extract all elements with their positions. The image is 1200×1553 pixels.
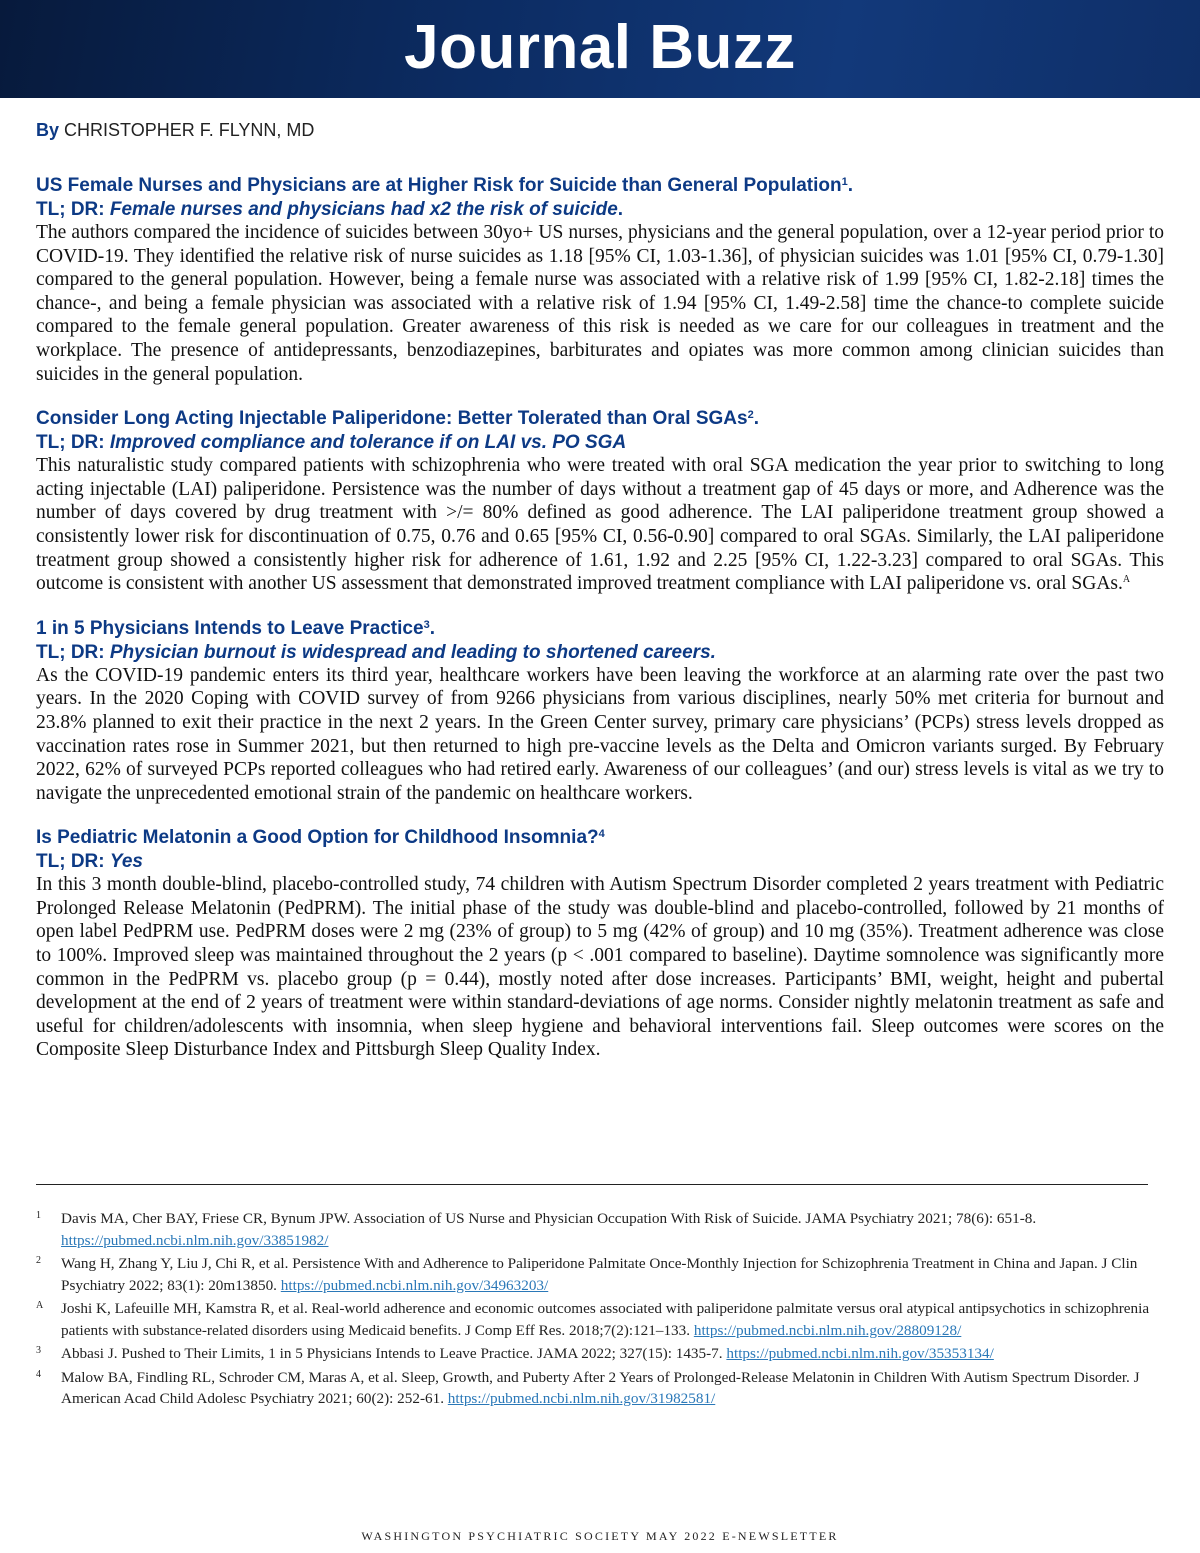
reference-link[interactable]: https://pubmed.ncbi.nlm.nih.gov/34963203/ xyxy=(280,1276,549,1294)
reference-item xyxy=(36,1343,1156,1365)
reference-marker[interactable]: 3 xyxy=(423,618,430,631)
article xyxy=(36,407,1164,596)
reference-item xyxy=(36,1367,1156,1410)
footnote-divider xyxy=(36,1184,1148,1185)
article-tldr: TL; DR: Improved compliance and tolerance if on LAI vs. PO SGA xyxy=(36,432,627,454)
reference-marker: 2 xyxy=(36,1255,41,1266)
reference-marker[interactable]: 1 xyxy=(841,176,848,188)
author-name: CHRISTOPHER F. FLYNN, MD xyxy=(64,120,315,140)
reference-marker[interactable]: A xyxy=(1122,574,1131,586)
reference-item xyxy=(36,1253,1156,1296)
article-body: In this 3 month double-blind, placebo-controlled study, 74 children with Autism Spectrum Disorder completed 2 years treatment with Pediatric Prolonged Release Melatonin (PedPRM). The initial phase of the study was double-blind and placebo-controlled, followed by 21 months of open label PedPRM use. PedPRM doses were 2 mg (23% of group) to 5 mg (42% of group) and 10 mg (35%). Treatment adherence was close to 100%. Improved sleep was maintained throughout the 2 years (p < .001 compared to baseline). Daytime somnolence was significantly more common in the PedPRM vs. placebo group (p = 0.44), mostly noted after dose increases. Participants’ BMI, weight, height and pubertal development at the end of 2 years of treatment were within standard-deviations of age norms. Consider nightly melatonin treatment as safe and useful for children/adolescents with insomnia, when sleep hygiene and behavioral interventions fail. Sleep outcomes were scores on the Composite Sleep Disturbance Index and Pittsburgh Sleep Quality Index. xyxy=(36,874,1164,1061)
header-banner xyxy=(0,0,1200,98)
reference-marker: A xyxy=(36,1300,44,1311)
reference-link[interactable]: https://pubmed.ncbi.nlm.nih.gov/35353134/ xyxy=(726,1345,994,1362)
reference-marker[interactable]: 2 xyxy=(747,409,754,422)
reference-text: Wang H, Zhang Y, Liu J, Chi R, et al. Persistence With and Adherence to Paliperidone Palmitate Once-Monthly Injection for Schizophrenia Treatment in China and Japan. J Clin Psychiatry 2022; 83(1): 20m13850. xyxy=(61,1255,1138,1294)
reference-item xyxy=(36,1298,1156,1341)
article xyxy=(36,174,1164,386)
article xyxy=(36,826,1164,1062)
article-body: This naturalistic study compared patients with schizophrenia who were treated with oral SGA medication the year prior to switching to long acting injectable (LAI) paliperidone. Persistence was the number of days without a treatment gap of 45 days or more, and Adherence was the number of days covered by drug treatment with >/= 80% defined as good adherence. The LAI paliperidone treatment group showed a consistently lower risk for discontinuation of 0.75, 0.76 and 0.65 [95% CI, 0.56-0.90] compared to oral SGAs. Similarly, the LAI paliperidone treatment group showed a consistently higher risk for adherence of 1.61, 1.92 and 2.25 [95% CI, 1.22-3.23] compared to oral SGAs. This outcome is consistent with another US assessment that demonstrated improved treatment compliance with LAI paliperidone vs. oral SGAs.$^A$ xyxy=(36,455,1164,595)
page-title: Journal Buzz xyxy=(404,13,796,82)
reference-item xyxy=(36,1208,1156,1251)
article-title: Consider Long Acting Injectable Paliperidone: Better Tolerated than Oral SGAs$^2$. xyxy=(36,408,759,430)
page-footer: WASHINGTON PSYCHIATRIC SOCIETY MAY 2022 E-NEWSLETTER xyxy=(361,1529,839,1543)
article-tldr: TL; DR: Physician burnout is widespread and leading to shortened careers. xyxy=(36,641,716,663)
article xyxy=(36,617,1164,806)
reference-marker[interactable]: 4 xyxy=(598,828,605,841)
byline xyxy=(36,120,314,141)
article-tldr: TL; DR: Yes xyxy=(36,851,143,873)
references xyxy=(36,1208,1156,1412)
article-body: The authors compared the incidence of suicides between 30yo+ US nurses, physicians and the general population, over a 12-year period prior to COVID-19. They identified the relative risk of nurse suicides as 1.18 [95% CI, 1.03-1.36], of physician suicides was 1.01 [95% CI, 0.79-1.30] compared to the general population. However, being a female nurse was associated with a relative risk of 1.99 [95% CI, 1.82-2.18] times the chance-, and being a female physician was associated with a relative risk of 1.94 [95% CI, 1.49-2.58] time the chance-to complete suicide compared to the female general population. Greater awareness of this risk is needed as we care for our colleagues in treatment and the workplace. The presence of antidepressants, benzodiazepines, barbiturates and opiates was more common among clinician suicides than suicides in the general population. xyxy=(36,222,1164,385)
reference-marker: 3 xyxy=(36,1345,41,1356)
reference-text: Abbasi J. Pushed to Their Limits, 1 in 5 Physicians Intends to Leave Practice. JAMA 2022; 327(15): 1435-7. xyxy=(61,1345,727,1362)
reference-text: Davis MA, Cher BAY, Friese CR, Bynum JPW. Association of US Nurse and Physician Occupation With Risk of Suicide. JAMA Psychiatry 2021; 78(6): 651-8. xyxy=(61,1210,1037,1227)
article-title: US Female Nurses and Physicians are at Higher Risk for Suicide than General Population$^1$. xyxy=(36,175,854,196)
article-body: As the COVID-19 pandemic enters its third year, healthcare workers have been leaving the workforce at an alarming rate over the past two years. In the 2020 Coping with COVID survey of from 9266 physicians from various disciplines, nearly 50% met criteria for burnout and 23.8% planned to exit their practice in the next 2 years. In the Green Center survey, primary care physicians’ (PCPs) stress levels dropped as vaccination rates rose in Summer 2021, but then returned to high pre-vaccine levels as the Delta and Omicron variants surged. By February 2022, 62% of surveyed PCPs reported colleagues who had retired early. Awareness of our colleagues’ (and our) stress levels is vital as we try to navigate the unprecedented emotional strain of the pandemic on healthcare workers. xyxy=(36,664,1164,804)
article-title: 1 in 5 Physicians Intends to Leave Practice$^3$. xyxy=(36,617,435,639)
article-title: Is Pediatric Melatonin a Good Option for Childhood Insomnia?$^4$ xyxy=(36,827,605,849)
article-tldr: TL; DR: Female nurses and physicians had x2 the risk of suicide. xyxy=(36,199,624,220)
reference-marker: 4 xyxy=(36,1368,41,1380)
reference-link[interactable]: https://pubmed.ncbi.nlm.nih.gov/33851982/ xyxy=(61,1231,329,1249)
reference-text: Joshi K, Lafeuille MH, Kamstra R, et al. Real-world adherence and economic outcomes associated with paliperidone palmitate versus oral atypical antipsychotics in schizophrenia patients with substance-related disorders using Medicaid benefits. J Comp Eff Res. 2018;7(2):121–133. xyxy=(61,1300,1150,1339)
reference-link[interactable]: https://pubmed.ncbi.nlm.nih.gov/28809128/ xyxy=(693,1321,962,1339)
reference-marker: 1 xyxy=(36,1210,41,1221)
reference-link[interactable]: https://pubmed.ncbi.nlm.nih.gov/31982581/ xyxy=(447,1390,716,1407)
articles xyxy=(36,174,1164,1083)
reference-text: Malow BA, Findling RL, Schroder CM, Maras A, et al. Sleep, Growth, and Puberty After 2 Years of Prolonged-Release Melatonin in Children With Autism Spectrum Disorder. J American Acad Child Adolesc Psychiatry 2021; 60(2): 252-61. xyxy=(61,1368,1140,1407)
byline-prefix: By xyxy=(36,120,60,140)
